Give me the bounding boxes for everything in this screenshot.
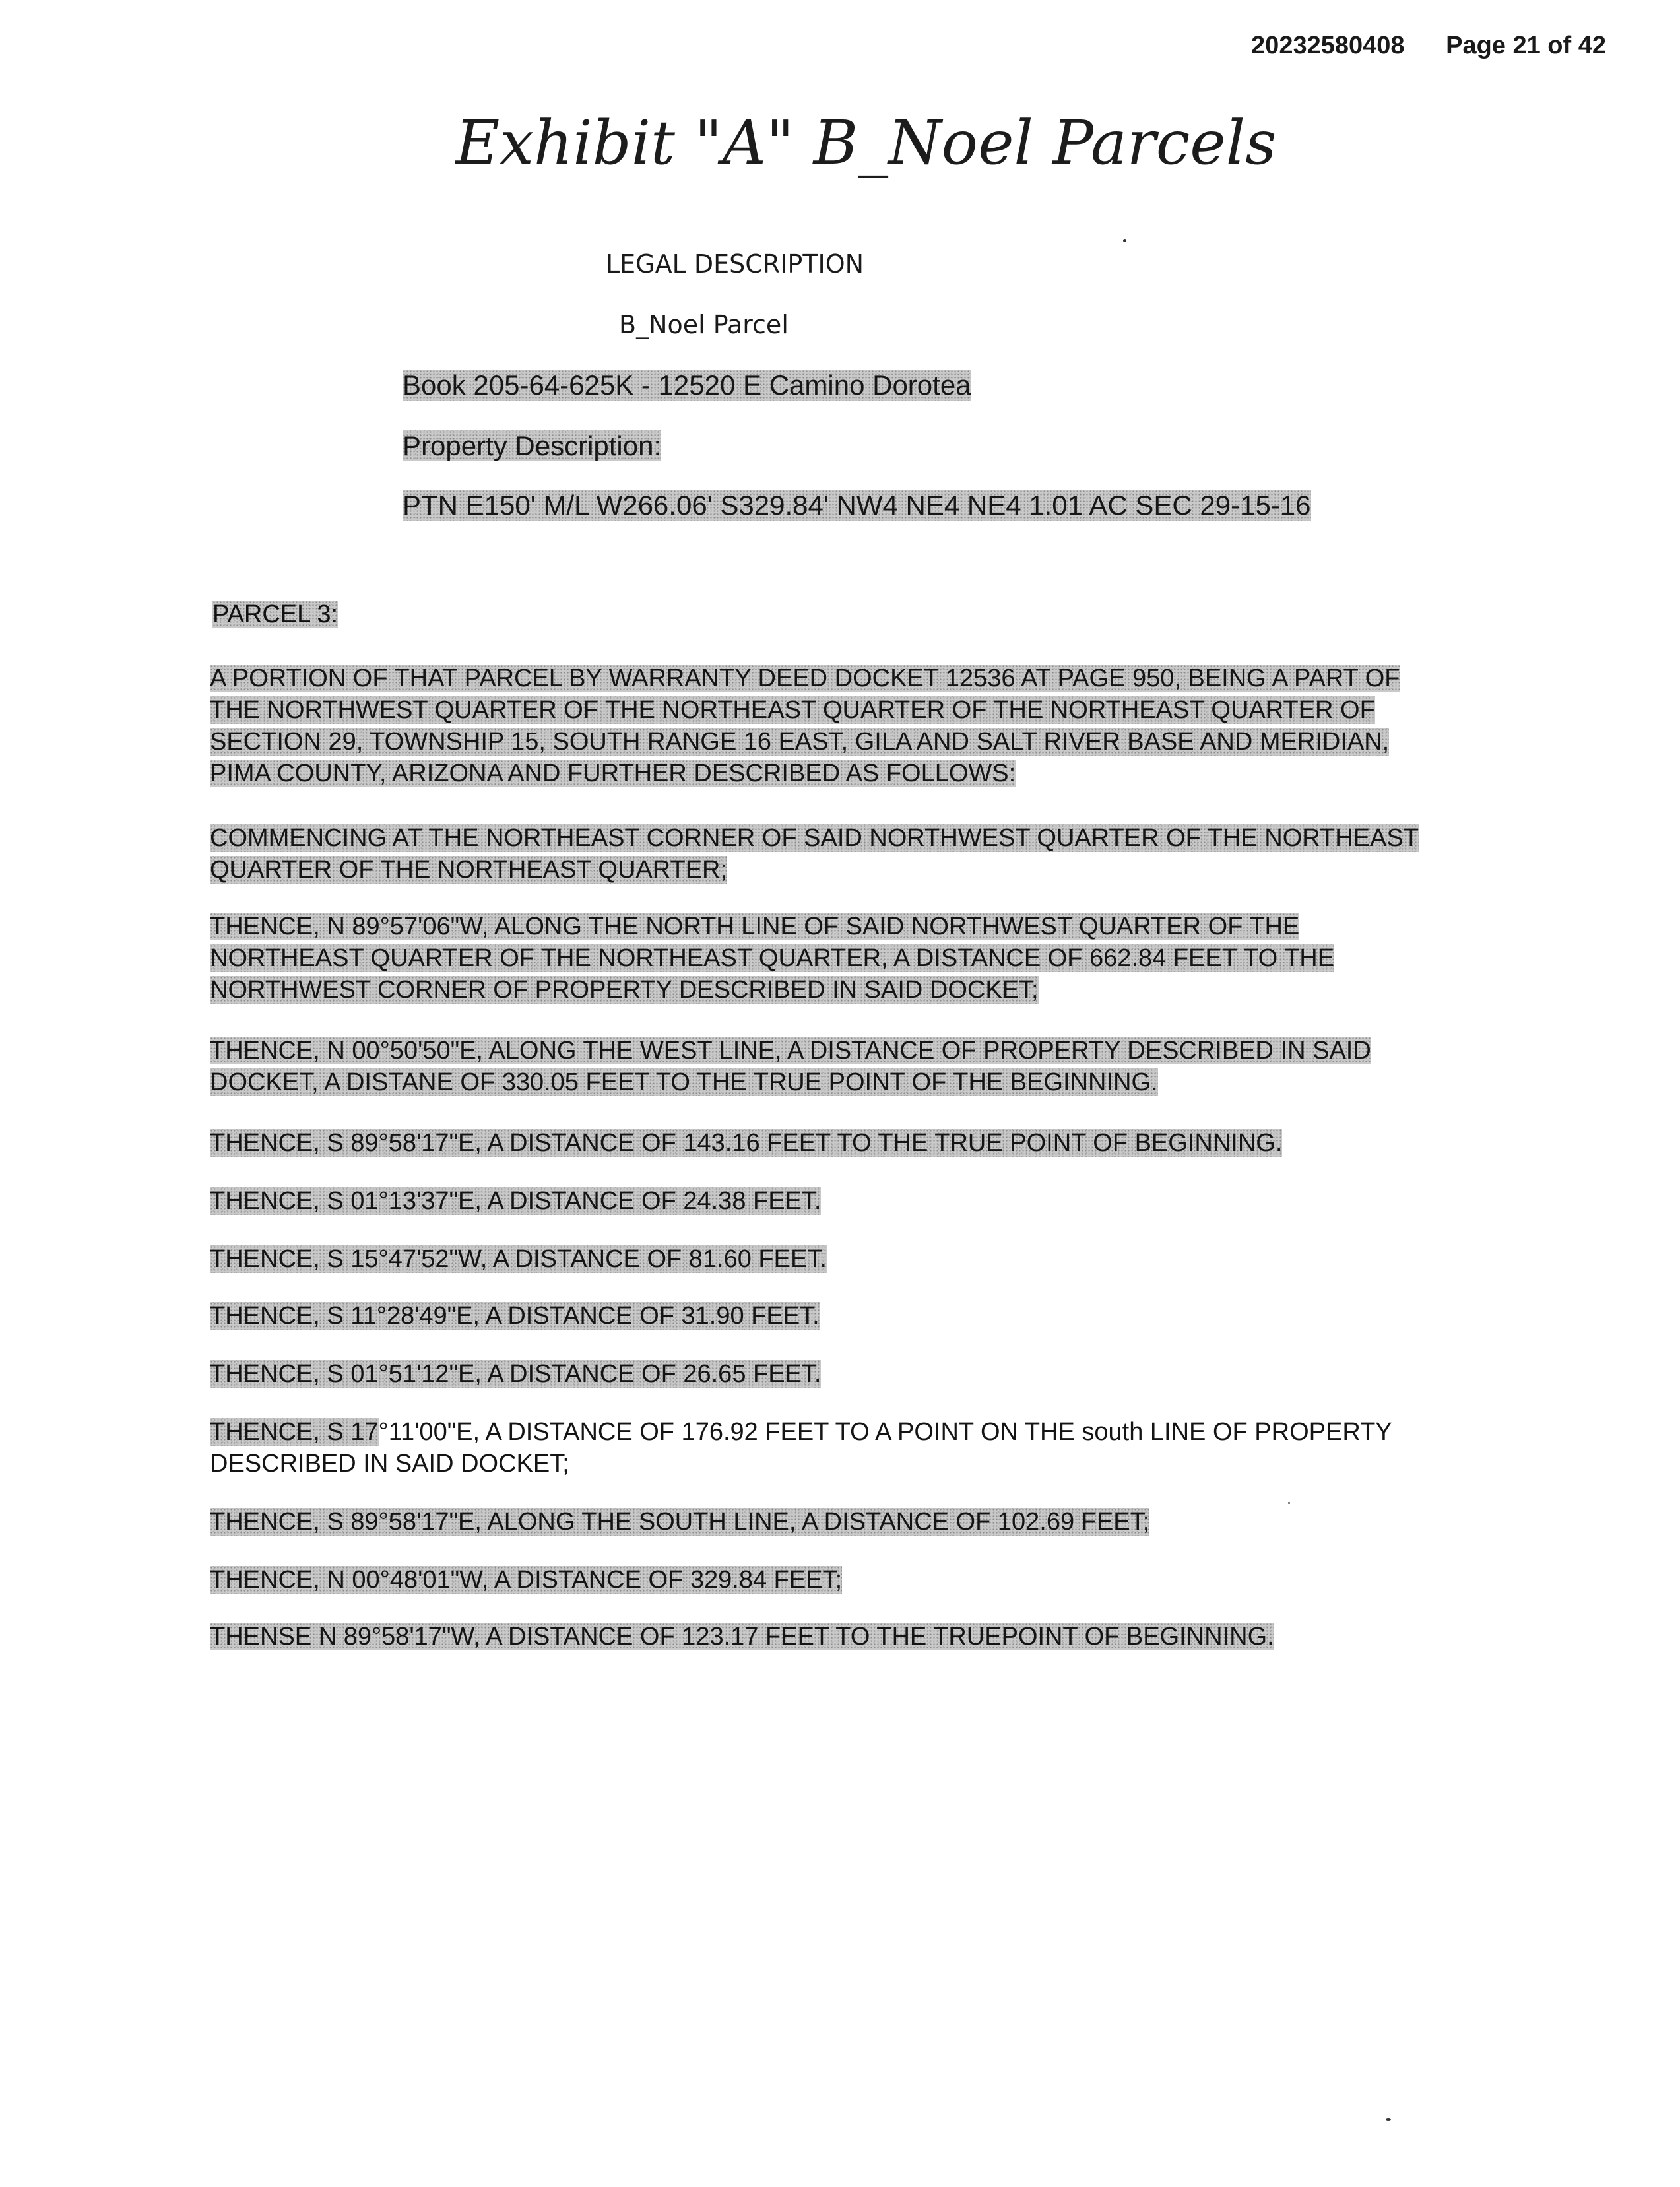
paragraph-text: A PORTION OF THAT PARCEL BY WARRANTY DEED DOCKET 12536 AT PAGE 950, BEING A PART OF THE NORTHWEST QUARTER OF THE NORTHEAST QUARTER OF THE NORTHEAST QUARTER OF SECTION 29, TOWNSHIP 15, SOUTH RANGE 16 EAST, GILA AND SALT RIVER BASE AND MERIDIAN, PIMA COUNTY, ARIZONA AND FURTHER DESCRIBED AS FOLLOWS: [210, 665, 1400, 787]
book-reference: Book 205-64-625K - 12520 E Camino Dorotea [403, 370, 971, 401]
parcel-heading-line [212, 601, 338, 629]
paragraph-thence-6 [210, 1564, 1437, 1596]
paragraph-thence-west-line [210, 1035, 1437, 1098]
parcel-name-title: B_Noel Parcel [619, 310, 789, 339]
handwritten-annotation [455, 91, 1340, 190]
scan-speck [1386, 2118, 1391, 2121]
paragraph-text-highlighted: THENCE, S 17 [210, 1418, 379, 1446]
paragraph-text: THENSE N 89°58'17"W, A DISTANCE OF 123.17 FEET TO THE TRUEPOINT OF BEGINNING. [210, 1623, 1274, 1650]
paragraph-text: THENCE, N 00°50'50"E, ALONG THE WEST LINE, A DISTANCE OF PROPERTY DESCRIBED IN SAID DOCKET, A DISTANE OF 330.05 FEET TO THE TRUE POINT OF THE BEGINNING. [210, 1037, 1371, 1096]
paragraph-thense-final [210, 1621, 1437, 1652]
paragraph-text: THENCE, S 11°28'49"E, A DISTANCE OF 31.90 FEET. [210, 1302, 820, 1330]
property-description-label-line [403, 430, 661, 462]
paragraph-thence-4 [210, 1300, 1437, 1332]
paragraph-text-plain: °11'00"E, A DISTANCE OF 176.92 FEET TO A POINT ON THE south LINE OF PROPERTY DESCRIBED IN SAID DOCKET; [210, 1418, 1392, 1478]
paragraph-thence-south-line-point [210, 1416, 1437, 1480]
handwritten-note: Exhibit "A" B_Noel Parcels [455, 108, 1277, 178]
paragraph-text: THENCE, N 89°57'06"W, ALONG THE NORTH LINE OF SAID NORTHWEST QUARTER OF THE NORTHEAST QUARTER OF THE NORTHEAST QUARTER, A DISTANCE OF 662.84 FEET TO THE NORTHWEST CORNER OF PROPERTY DESCRIBED IN SAID DOCKET; [210, 913, 1335, 1004]
paragraph-thence-2 [210, 1185, 1437, 1217]
paragraph-commencing [210, 822, 1437, 886]
paragraph-text: THENCE, S 01°13'37"E, A DISTANCE OF 24.38 FEET. [210, 1187, 822, 1215]
page-number: Page 21 of 42 [1446, 32, 1606, 59]
legal-description-title: LEGAL DESCRIPTION [606, 249, 864, 278]
paragraph-thence-5 [210, 1358, 1437, 1390]
paragraph-thence-1 [210, 1127, 1437, 1159]
scan-speck [1288, 1502, 1290, 1504]
document-number: 20232580408 [1251, 32, 1405, 59]
paragraph-portion [210, 663, 1437, 789]
paragraph-text: THENCE, S 89°58'17"E, A DISTANCE OF 143.16 FEET TO THE TRUE POINT OF BEGINNING. [210, 1129, 1283, 1157]
parcel-heading: PARCEL 3: [212, 601, 339, 628]
property-description-value: PTN E150' M/L W266.06' S329.84' NW4 NE4 NE4 1.01 AC SEC 29-15-16 [403, 490, 1311, 521]
book-line [403, 370, 971, 401]
page-header [1251, 32, 1606, 60]
paragraph-thence-3 [210, 1243, 1437, 1275]
property-description-line [403, 490, 1311, 521]
paragraph-text: THENCE, S 15°47'52"W, A DISTANCE OF 81.60 FEET. [210, 1245, 827, 1273]
paragraph-thence-north-line [210, 911, 1437, 1006]
paragraph-text: THENCE, S 01°51'12"E, A DISTANCE OF 26.65 FEET. [210, 1360, 822, 1388]
paragraph-thence-south-line [210, 1506, 1437, 1538]
paragraph-text: THENCE, N 00°48'01"W, A DISTANCE OF 329.84 FEET; [210, 1566, 843, 1594]
paragraph-text: THENCE, S 89°58'17"E, ALONG THE SOUTH LINE, A DISTANCE OF 102.69 FEET; [210, 1508, 1150, 1536]
scan-speck [1123, 239, 1126, 242]
property-description-label: Property Description: [403, 430, 662, 461]
paragraph-text: COMMENCING AT THE NORTHEAST CORNER OF SAID NORTHWEST QUARTER OF THE NORTHEAST QUARTER OF THE NORTHEAST QUARTER; [210, 824, 1419, 884]
